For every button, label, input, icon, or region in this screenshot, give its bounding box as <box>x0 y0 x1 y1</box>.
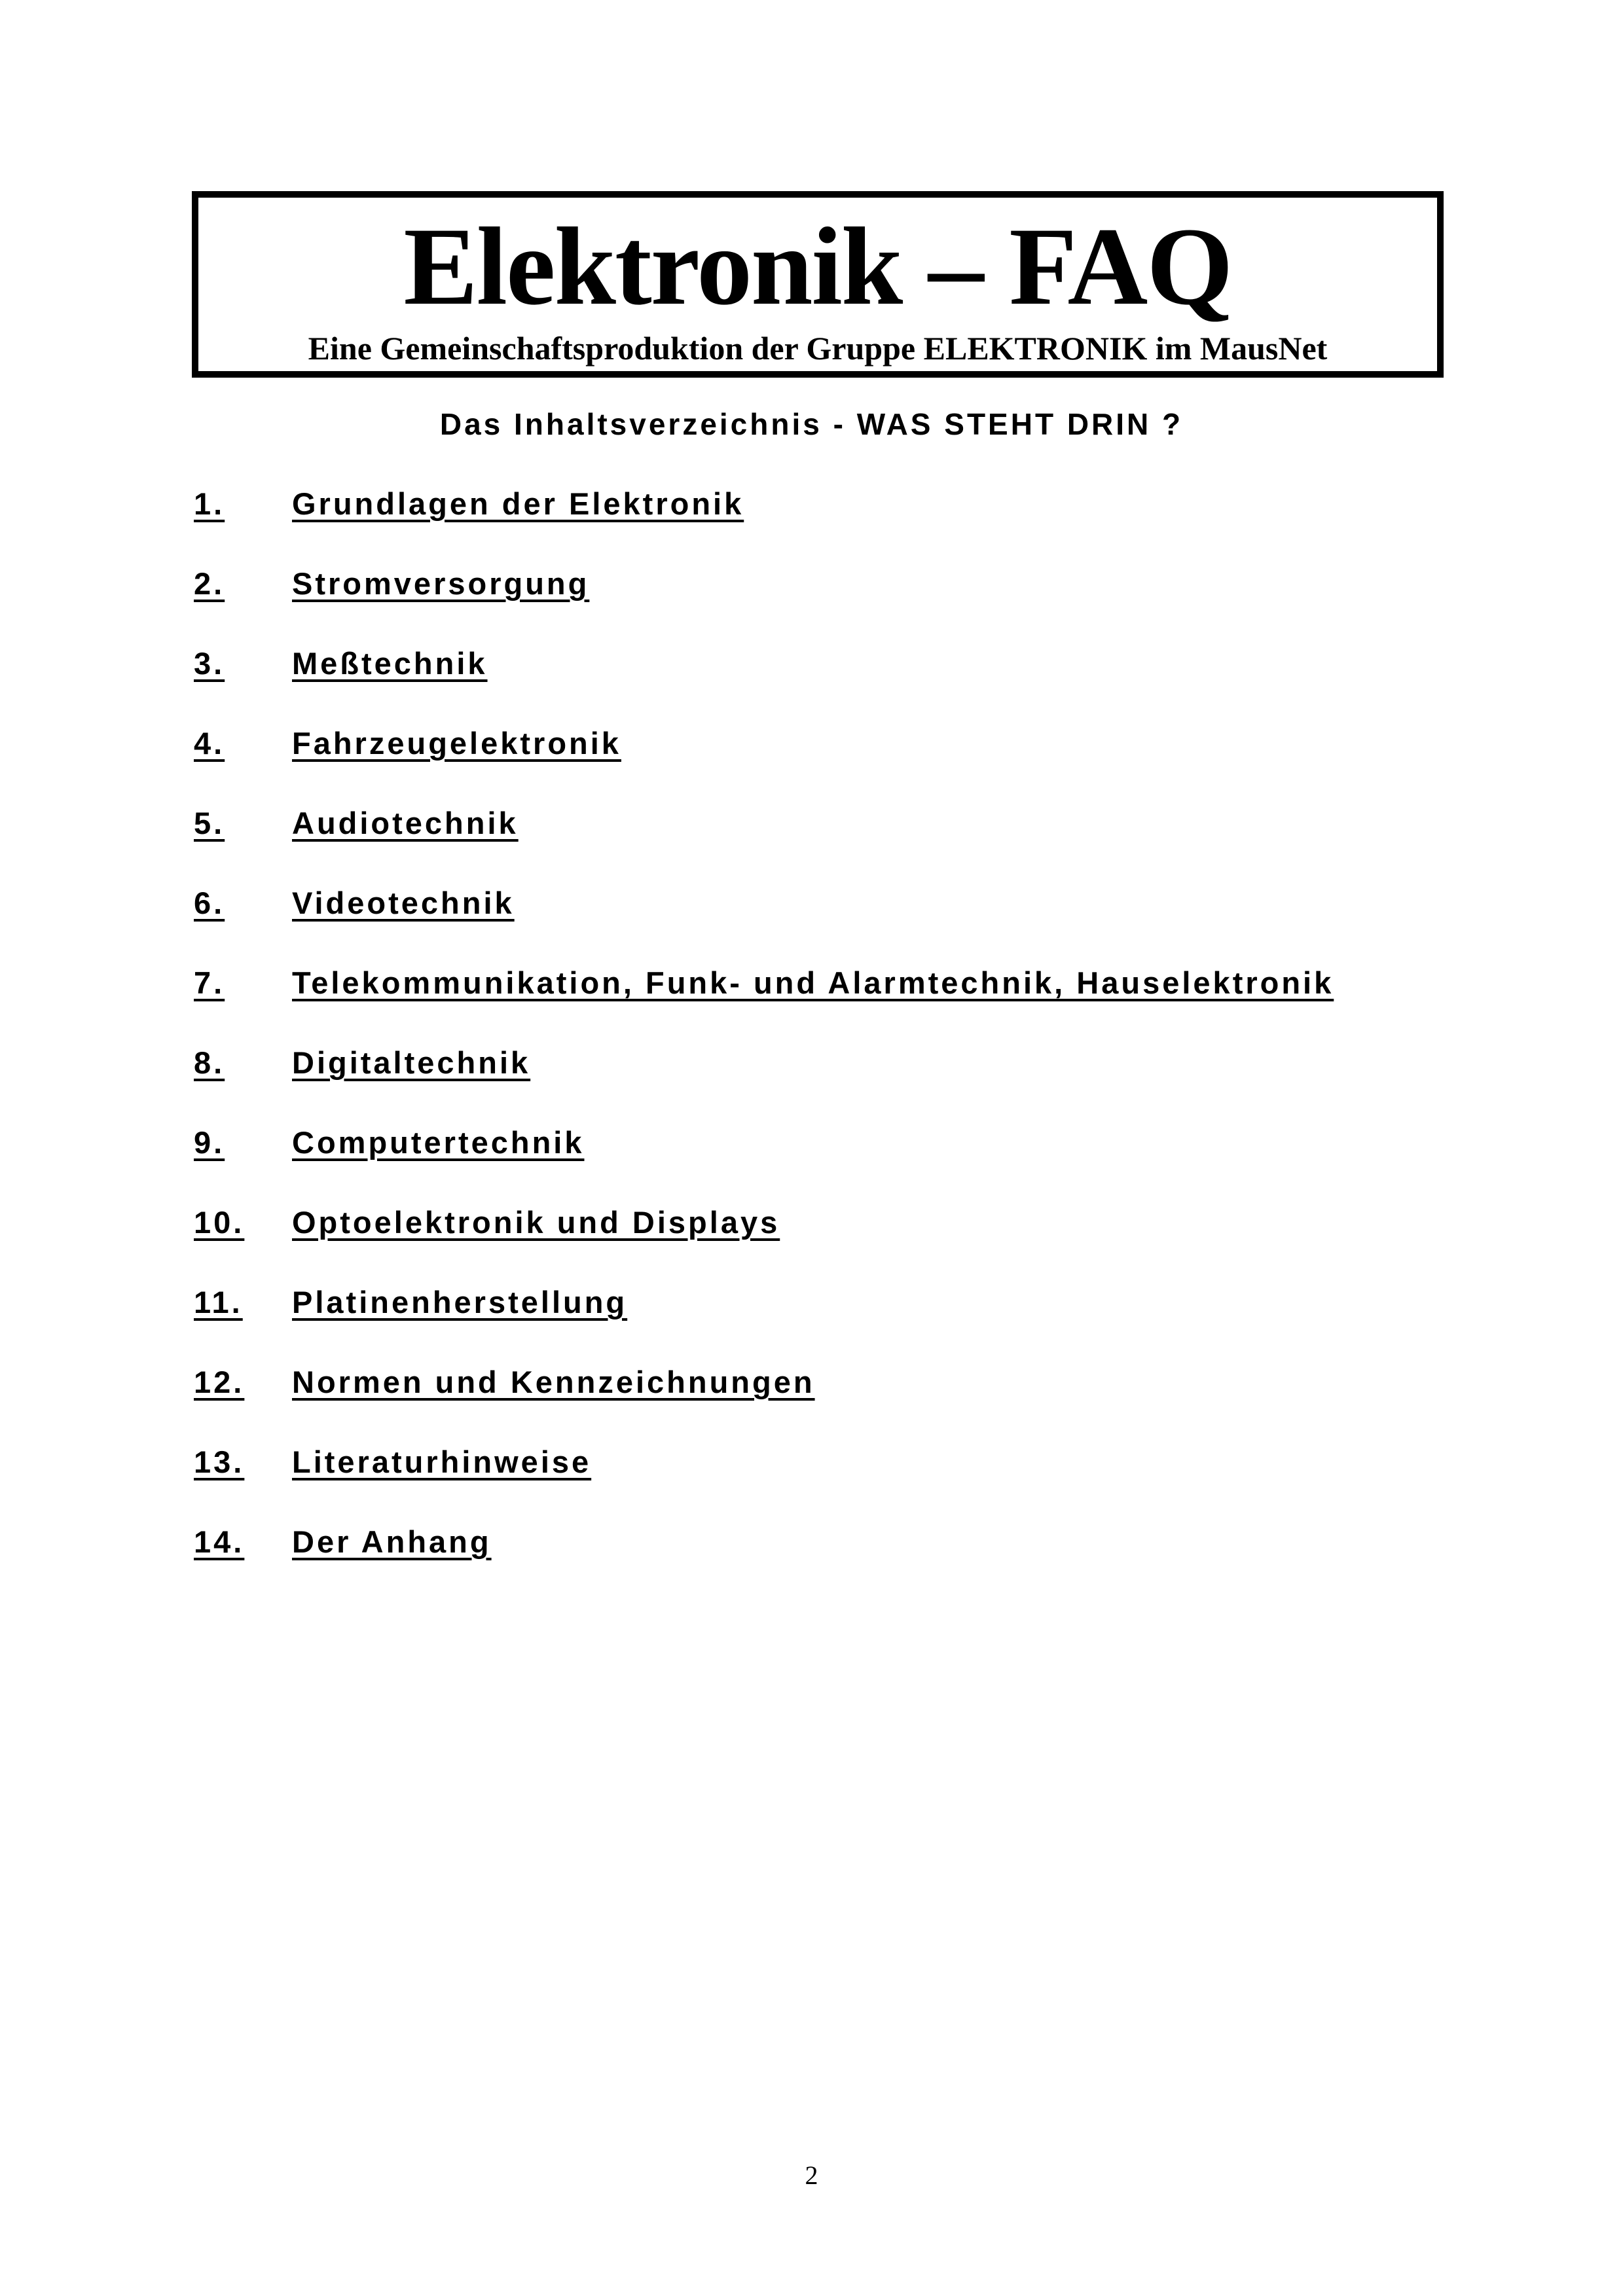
toc-item-label: Optoelektronik und Displays <box>292 1205 780 1240</box>
toc-link[interactable] <box>194 1284 627 1321</box>
toc-item-number: 13. <box>194 1444 245 1479</box>
title-box <box>192 191 1444 378</box>
toc-item-number: 6. <box>194 886 225 920</box>
toc-item-label: Platinenherstellung <box>292 1285 628 1319</box>
toc-item[interactable] <box>194 486 1569 565</box>
page-number: 2 <box>805 2161 818 2190</box>
toc-item-number: 9. <box>194 1125 225 1160</box>
toc-link[interactable] <box>194 805 519 842</box>
toc-item-label: Computertechnik <box>292 1125 585 1160</box>
toc-item-label: Normen und Kennzeichnungen <box>292 1365 815 1399</box>
toc-link[interactable] <box>194 1124 585 1161</box>
toc-item-number: 5. <box>194 806 225 840</box>
toc-item-label: Digitaltechnik <box>292 1045 531 1080</box>
toc-link[interactable] <box>194 1364 815 1401</box>
toc-item-label: Literaturhinweise <box>292 1444 592 1479</box>
table-of-contents <box>194 486 1569 1604</box>
toc-item-number: 2. <box>194 566 225 601</box>
toc-item-label: Stromversorgung <box>292 566 590 601</box>
toc-heading: Das Inhaltsverzeichnis - WAS STEHT DRIN ? <box>439 407 1184 441</box>
toc-item-number: 3. <box>194 646 225 681</box>
toc-link[interactable] <box>194 725 621 762</box>
toc-item-number: 11. <box>194 1285 243 1319</box>
toc-item-number: 8. <box>194 1045 225 1080</box>
toc-item-number: 12. <box>194 1365 245 1399</box>
toc-item-number: 7. <box>194 965 225 1000</box>
toc-item[interactable] <box>194 1444 1569 1524</box>
toc-item-number: 4. <box>194 726 225 761</box>
toc-item-label: Grundlagen der Elektronik <box>292 486 744 521</box>
toc-link[interactable] <box>194 1204 780 1241</box>
toc-item-label: Telekommunikation, Funk- und Alarmtechnik, Hauselektronik <box>292 965 1334 1000</box>
toc-item-number: 10. <box>194 1205 245 1240</box>
toc-item[interactable] <box>194 645 1569 725</box>
toc-item-label: Videotechnik <box>292 886 515 920</box>
toc-item-number: 1. <box>194 486 225 521</box>
toc-item-label: Meßtechnik <box>292 646 488 681</box>
toc-item[interactable] <box>194 805 1569 885</box>
toc-item-number: 14. <box>194 1524 245 1559</box>
toc-link[interactable] <box>194 1045 530 1081</box>
toc-item[interactable] <box>194 725 1569 805</box>
toc-item[interactable] <box>194 1204 1569 1284</box>
toc-link[interactable] <box>194 1444 591 1480</box>
toc-item[interactable] <box>194 965 1569 1045</box>
toc-link[interactable] <box>194 965 1334 1001</box>
toc-link[interactable] <box>194 1524 492 1560</box>
document-title: Elektronik – FAQ <box>403 205 1232 328</box>
toc-item[interactable] <box>194 565 1569 645</box>
toc-item[interactable] <box>194 1045 1569 1124</box>
toc-link[interactable] <box>194 486 744 522</box>
toc-item[interactable] <box>194 1364 1569 1444</box>
toc-link[interactable] <box>194 565 589 602</box>
toc-item[interactable] <box>194 1284 1569 1364</box>
document-subtitle: Eine Gemeinschaftsproduktion der Gruppe ELEKTRONIK im MausNet <box>308 330 1328 367</box>
toc-item-label: Der Anhang <box>292 1524 492 1559</box>
toc-item-label: Fahrzeugelektronik <box>292 726 621 761</box>
toc-item[interactable] <box>194 1124 1569 1204</box>
toc-link[interactable] <box>194 885 515 922</box>
toc-item-label: Audiotechnik <box>292 806 519 840</box>
toc-link[interactable] <box>194 645 488 682</box>
toc-item[interactable] <box>194 1524 1569 1604</box>
toc-item[interactable] <box>194 885 1569 965</box>
